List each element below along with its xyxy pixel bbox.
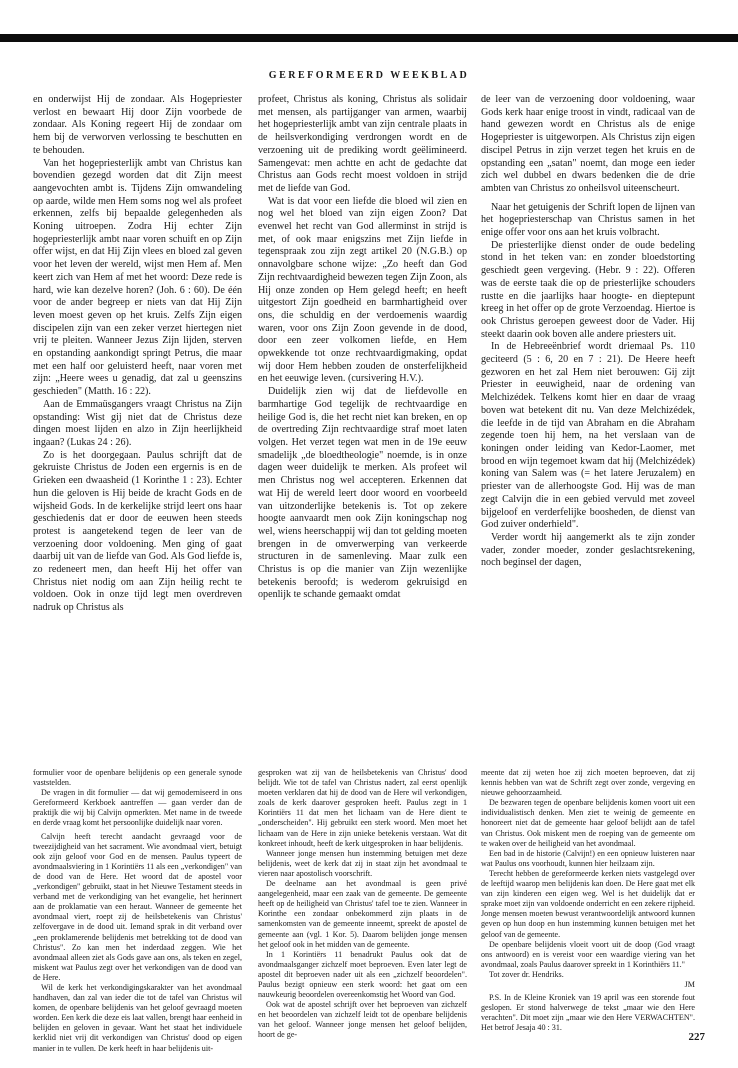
paragraph: De deelname aan het avondmaal is geen privé aangelegenheid, maar een zaak van de gemeente. De gemeente heeft op de heiligheid van Christus' tafel toe te zien. Wanneer in Korinthe een zondaar onbekommerd zijn plaats in de samenkomsten van de gemeente inneemt, spreekt de apostel de gemeente aan (vgl. 1 Kor. 5). Daarom belijden jonge mensen het geloof ook in het midden van de gemeente. xyxy=(258,879,467,949)
paragraph: formulier voor de openbare belijdenis op een generale synode vaststelden. xyxy=(33,768,242,788)
author-signature: JM xyxy=(684,979,695,989)
paragraph: de leer van de verzoening door voldoening, waar Gods kerk haar enige troost in vindt, radicaal van de hand gewezen wordt en Christus als de enige Hogepriester is uitgeworpen. Als Christus zijn eigen discipel Petrus in zijn verzet tegen het kruis en de opstanding een „satan" noemt, dan moge een ieder zich wel dubbel en dwars bedenken die de drie ambten van Christus zo onheilsvol uiteenscheurt. xyxy=(481,94,695,194)
paragraph: profeet, Christus als koning, Christus als solidair met mensen, als partijganger van armen, waarbij het hogepriesterlijk ambt van zijn centrale plaats in de heilsverkondiging verdrongen wordt en de verzoening uit de prediking wordt geëlimineerd. Samengevat: men achtte en acht de gedachte dat Christus aan Gods recht moest voldoen in strijd met de liefde van God. xyxy=(258,94,467,194)
paragraph: In 1 Korintiërs 11 benadrukt Paulus ook dat de avondmaalsganger zichzelf moet beproeven. Even later legt de apostel dit beproeven nader uit als een „zichzelf beoordelen". Paulus bezigt opnieuw een sterk woord: het gaat om een nauwkeurig beoordelen overeenkomstig het Woord van God. xyxy=(258,949,467,1000)
paragraph: Terecht hebben de gereformeerde kerken niets vastgelegd over de leeftijd waarop men belijdenis kan doen. De Here gaat met elk van zijn kinderen een eigen weg. Wel is het duidelijk dat er sprake moet zijn van voldoende onderricht en een zekere rijpheid. Jonge mensen moeten bewust verantwoordelijk antwoord kunnen geven op hun doop en hun instemming kunnen betuigen met het geloof van de gemeente. xyxy=(481,868,695,939)
paragraph: Calvijn heeft terecht aandacht gevraagd voor de tweezijdigheid van het sacrament. Wie avondmaal viert, betuigt ook zijn geloof voor God en de mensen. Paulus typeert de avondmaalsviering in 1 Korintiërs 11 als een „verkondigen" van de dood van de Here. Het woord dat de apostel voor „verkondigen" gebruikt, staat in het Nieuwe Testament steeds in verband met de verkondiging van het evangelie, het herinnert aan de proklamatie van een heraut. Wanneer de gemeente het avondmaal viert, roept zij de heilsbetekenis van Christus' zelfovergave in de dood uit. Iemand sprak in dit verband over „een proklamerende belijdenis met betrekking tot de dood van Christus". Zo kan men het inderdaad zeggen. Wie het avondmaal alleen ziet als Gods gave aan ons, als teken en zegel, miskent wat Paulus zegt over het verkondigen van de dood van de Here. xyxy=(33,831,242,982)
paragraph: Een bad in de historie (Calvijn!) en een opnieuw luisteren naar wat Paulus ons voorhoudt, kunnen hier heilzaam zijn. xyxy=(481,848,695,868)
article-column-1 xyxy=(33,94,242,762)
paragraph: Duidelijk zien wij dat de liefdevolle en barmhartige God tegelijk de rechtvaardige en heilige God is, die het recht niet kan breken, en op de overtreding Zijn rechtvaardige straf moet laten volgen. Het verzet tegen wat men in de 19e eeuw smadelijk „de bloedtheologie" noemde, is in onze dagen weer duidelijk te merken. Als profeet wil men Christus nog wel accepteren. Erkennen dat wat Hij de wereld leert door woord en voorbeeld van uitzonderlijke betekenis is. Tot op zekere hoogte aanvaardt men ook Zijn koningschap nog wel, wiens heerschappij wij dan tot gelding moeten brengen in de omverwerping van verkeerde structuren in de samenleving. Maar zulk een Christus is op die manier van Zijn wezenlijke betekenis beroofd; is wederom gekruisigd en openlijk te schande gemaakt omdat xyxy=(258,386,467,601)
paragraph: Wil de kerk het verkondigingskarakter van het avondmaal handhaven, dan zal van ieder die tot de tafel van Christus wil komen, de openbare belijdenis van het geloof gevraagd moeten worden. Een kerk die deze eis laat vallen, brengt haar eenheid in belijden en geloven in gevaar. Want het staat het individuele kerklid niet vrij dit verkondigen van Christus' dood op eigen manier in te vullen. De kerk heeft in haar belijdenis uit- xyxy=(33,982,242,1053)
paragraph: Aan de Emmaüsgangers vraagt Christus na Zijn opstanding: Wist gij niet dat de Christus deze dingen moest lijden en alzo in Zijn heerlijkheid ingaan? (Lukas 24 : 26). xyxy=(33,398,242,448)
paragraph: Zo is het doorgegaan. Paulus schrijft dat de gekruiste Christus de Joden een ergernis is en de Grieken een dwaasheid (1 Korinthe 1 : 23). Echter hun die geloven is Hij beide de kracht Gods en de wijsheid Gods. In de kerkelijke strijd leert ons haar geschiedenis dat er door de eeuwen heen steeds protest is aangetekend tegen de leer van de verzoening door voldoening. Men ging of gaat daarbij uit van de liefde van God. Als God liefde is, zo redeneert men, dan heeft Hij het offer van Christus niet nodig om aan Zijn heilig recht te voldoen. Ook in onze tijd legt men overdreven nadruk op Christus als xyxy=(33,449,242,614)
paragraph: Naar het getuigenis der Schrift lopen de lijnen van het hogepriesterschap van Christus samen in het enige offer voor ons aan het kruis volbracht. xyxy=(481,201,695,239)
page-number: 227 xyxy=(688,1031,705,1043)
paragraph: De openbare belijdenis vloeit voort uit de doop (God vraagt ons antwoord) en is vereist voor een waardige viering van het avondmaal, zoals Paulus daarover spreekt in 1 Korinthiërs 11." xyxy=(481,939,695,969)
article-column-3 xyxy=(481,94,695,762)
paragraph: gesproken wat zij van de heilsbetekenis van Christus' dood belijdt. Wie tot de tafel van Christus nadert, zal eerst openlijk moeten verklaren dat hij de dood van de Here wil verkondigen, zoals de kerk daarover gesproken heeft. Paulus zegt in 1 Korintiërs 11 dat men het lichaam van de Here dient te „onderscheiden". Hij gebruikt een sterk woord. Men moet het lichaam van de Here in zijn unieke betekenis verstaan. Wat dit konkreet inhoudt, heeft de kerk uitgesproken in haar belijdenis. xyxy=(258,768,467,848)
paragraph: De priesterlijke dienst onder de oude bedeling stond in het teken van: en zonder bloedstorting geschiedt geen vergeving. (Hebr. 9 : 22). Offeren was de eerste taak die op de priesterlijke schouders rustte en die jaarlijks haar hoogte- en dieptepunt kreeg in het offer op de grote Verzoendag. Hiertoe is ook Christus geroepen geweest door de Vader. Hij steekt daarin ook boven alle andere priesters uit. xyxy=(481,239,695,340)
page-top-border xyxy=(0,0,738,44)
postscript: P.S. In de Kleine Kroniek van 19 april was een storende fout geslopen. Er stond halverwege de tekst „maar wie den Here verachten". Dit moet zijn „maar wie den Here VERWACHTEN". Het betrof Jesaja 40 : 31. xyxy=(481,993,695,1033)
paragraph: meente dat zij weten hoe zij zich moeten beproeven, dat zij kennis hebben van wat de Schrift zegt over zonde, vergeving en nieuwe gehoorzaamheid. xyxy=(481,768,695,798)
paragraph: De bezwaren tegen de openbare belijdenis komen voort uit een individualistisch denken. Men ziet te weinig de gemeente en honoreert niet dat de gemeente haar geloof belijdt aan de tafel van Christus. Ook miskent men de roeping van de gemeente om te waken over de heiligheid van het avondmaal. xyxy=(481,798,695,848)
small-print-column-3 xyxy=(481,768,695,1033)
paragraph: Van het hogepriesterlijk ambt van Christus kan bovendien gezegd worden dat dit Zijn meest aangevochten ambt is. Tijdens Zijn omwandeling op aarde, wilde men Hem soms nog wel als profeet erkennen, zelfs bij bepaalde gelegenheden als Koning uitroepen. Zodra Hij echter Zijn hogepriesterlijk ambt naar voren schuift en op Zijn offer wijst, en dat Hij Zijn vlees en bloed zal geven voor het leven der wereld, wijst men Hem af. Men keert zich van Hem af met het woord: Deze rede is hard, wie kan dezelve horen? (Joh. 6 : 60). De één voor de ander begreep er niets van dat Hij Zijn leven moest geven op het kruis. Zelfs Zijn eigen discipelen zijn van een zeker verzet hiertegen niet vrij te pleiten. Wanneer Jezus Zijn lijden, sterven en opstanding aankondigt springt Petrus, die maar met een half oor geluisterd heeft, naar voren met zijn: „Heere wees u genadig, dat zal u geenszins geschieden" (Matth. 16 : 22). xyxy=(33,157,242,398)
paragraph: Wat is dat voor een liefde die bloed wil zien en nog wel het bloed van zijn eigen Zoon? Dat evenwel het recht van God allerminst in strijd is met, of ook maar enigszins met Zijn liefde in tegenspraak zou zijn zegt artikel 20 (N.G.B.) op onnavolgbare schone wijze: „Zo heeft dan God Zijn rechtvaardigheid bewezen tegen Zijn Zoon, als Hij onze zonden op Hem gelegd heeft; en heeft uitgestort Zijn goedheid en barmhartigheid over ons, die schuldig en der verdoemenis waardig waren, voor ons Zijn Zoon gevende in de dood, door een zeer volkomen liefde, en Hem opwekkende tot onze rechtvaardigmaking, opdat wij door Hem hebben zouden de onsterfelijkheid en het eeuwige leven. (cursivering H.V.). xyxy=(258,195,467,385)
small-print-column-1 xyxy=(33,768,242,1053)
small-print-column-2 xyxy=(258,768,467,1040)
paragraph: In de Hebreeënbrief wordt driemaal Ps. 110 geciteerd (5 : 6, 20 en 7 : 21). De Heere heeft gezworen en het zal Hem niet berouwen: Gij zijt Priester in eeuwigheid, naar de ordening van Melchizédek. Telkens komt hier en daar de vraag boven wat betekent dit nu. Van deze Melchizédek, die leefde in de tijd van Abraham en die Abraham zegende toen hij hem, na het verslaan van de koningen onder leiding van Kedor-Laomer, met brood en wijn tegemoet kwam dat hij (Melchizédek) koning van Salem was (= het latere Jeruzalem) en priester van de allerhoogste God. Hij was de man zegt Calvijn die in een gebied vervuld met zoveel bijgeloof en verderfelijke boosheden, de dienst van God zuiver onderhield". xyxy=(481,341,695,531)
paragraph: Ook wat de apostel schrijft over het beproeven van zichzelf en het beoordelen van zichzelf leidt tot de openbare belijdenis van het geloof. Wanneer jonge mensen het geloof belijden, hoort de ge- xyxy=(258,1000,467,1040)
paragraph: Wanneer jonge mensen hun instemming betuigen met deze belijdenis, weet de kerk dat zij in staat zijn het avondmaal te vieren naar apostolisch voorschrift. xyxy=(258,848,467,878)
paragraph: en onderwijst Hij de zondaar. Als Hogepriester verlost en bewaart Hij door Zijn voorbede de zondaar. Als Koning regeert Hij de zondaar om hem bij de verworven verlossing te beschutten en te behouden. xyxy=(33,94,242,156)
running-header: GEREFORMEERD WEEKBLAD xyxy=(268,70,470,81)
article-column-2 xyxy=(258,94,467,762)
paragraph: De vragen in dit formulier — dat wij gemoderniseerd in ons Gereformeerd Kerkboek aantreffen — gaan verder dan de praktijk die wij bij Calvijn opmerkten. Met name in de tweede en derde vraag komt het persoonlijke duidelijk naar voren. xyxy=(33,788,242,828)
paragraph: Verder wordt hij aangemerkt als te zijn zonder vader, zonder moeder, zonder geslachtsrekening, noch beginsel der dagen, xyxy=(481,531,695,569)
paragraph: Tot zover dr. Hendriks. xyxy=(489,969,564,979)
